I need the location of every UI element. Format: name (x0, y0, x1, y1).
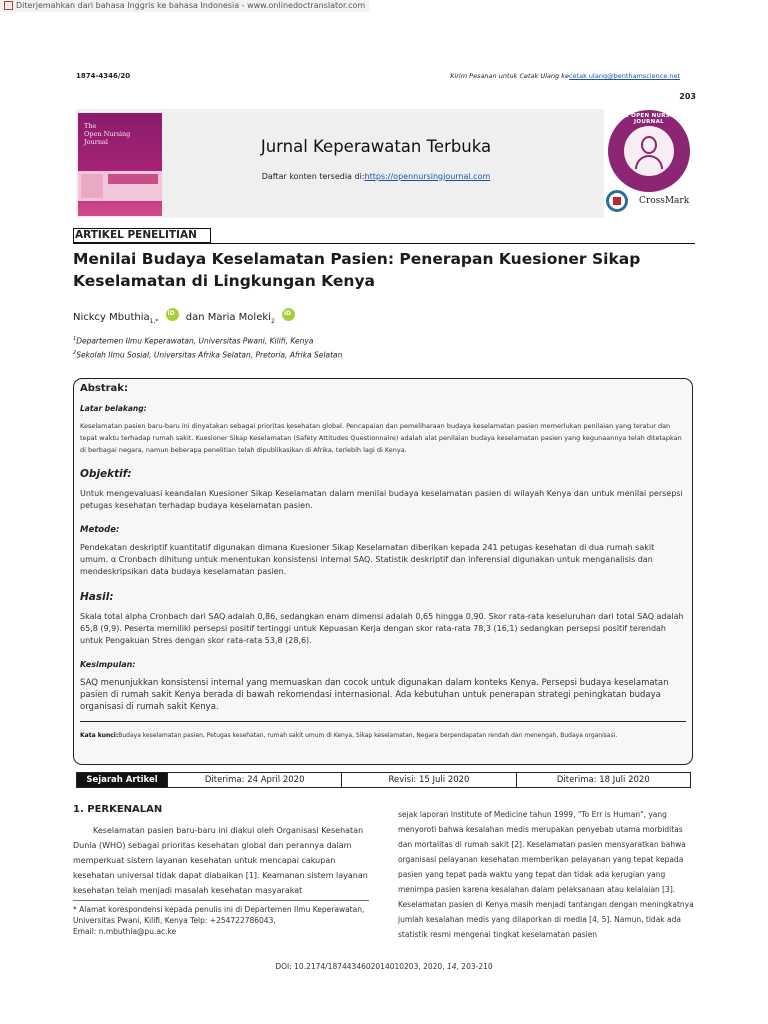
journal-logo (608, 110, 690, 192)
orcid-icon[interactable] (282, 308, 295, 321)
crossmark-badge[interactable] (606, 190, 690, 214)
body-column-left (73, 823, 373, 898)
author-name: Nickcy Mbuthia (73, 312, 150, 323)
abstract-label: Objektif: (80, 468, 132, 480)
abstract-text: Keselamatan pasien baru-baru ini dinyatakan sebagai prioritas kesehatan global. Pencapaian dan pemeliharaan budaya keselamatan pasien memerlukan penilaian yang teratur dan tepat waktu terhadap rumah sakit. Kuesioner Sikap Keselamatan (Safety Attitudes Questionnaire) adalah alat penilaian budaya keselamatan pasien yang kegunaannya telah ditetapkan di berbagai negara, namun beberapa penelitian telah dipublikasikan di Afrika, terlebih lagi di Kenya. (80, 422, 682, 454)
history-received: Diterima: 24 April 2020 (167, 773, 341, 787)
toc-line (166, 172, 586, 181)
cover-photo-strip (78, 171, 162, 201)
authors: Nickcy Mbuthia$_{1,*}$ iD dan Maria Moleki$_2$ iD (73, 308, 299, 325)
article-type-label: ARTIKEL PENELITIAN (73, 228, 211, 243)
translator-banner[interactable] (0, 0, 369, 12)
issn: 1874-4346/20 (76, 72, 131, 80)
toc-text: Daftar konten tersedia di: (261, 172, 365, 181)
journal-cover-image (78, 113, 162, 216)
pdf-icon (4, 1, 13, 10)
history-revised: Revisi: 15 Juli 2020 (341, 773, 515, 787)
divider (80, 721, 686, 722)
journal-title: Jurnal Keperawatan Terbuka (260, 137, 492, 156)
abstract-label: Metode: (80, 525, 120, 535)
abstract-text: Untuk mengevaluasi keandalan Kuesioner Sikap Keselamatan dalam menilai budaya keselamatan pasien di wilayah Kenya dan untuk menilai persepsi petugas kesehatan terhadap budaya keselamatan pasien. (80, 489, 683, 510)
abstract-label: Kesimpulan: (80, 660, 136, 669)
paper-title: Menilai Budaya Keselamatan Pasien: Penerapan Kuesioner Sikap Keselamatan di Lingkungan Kenya (73, 250, 641, 290)
translator-banner-text: Diterjemahkan dari bahasa Inggris ke bahasa Indonesia - www.onlinedoctranslator.com (16, 1, 366, 10)
body-column-right (398, 807, 698, 942)
abstract-heading: Abstrak: (80, 383, 128, 394)
divider (73, 243, 695, 244)
abstract-text: Skala total alpha Cronbach dari SAQ adalah 0,86, sedangkan enam dimensi adalah 0,65 hingga 0,90. Skor rata-rata keseluruhan dari total SAQ adalah 65,8 (9,9). Peserta memiliki persepsi positif tertinggi untuk Kepuasan Kerja dengan skor rata-rata 78,3 (16,1) sedangkan persepsi positif terendah untuk Pengakuan Stres dengan skor rata-rata 53,8 (28,6). (80, 612, 684, 645)
abstract-label: Hasil: (80, 591, 114, 603)
article-history (76, 772, 691, 788)
orcid-icon[interactable] (166, 308, 179, 321)
logo-text: THE OPEN NURSING JOURNAL (615, 113, 683, 125)
abstract-box (73, 378, 693, 765)
abstract-label: Latar belakang: (80, 404, 147, 413)
author-name: dan Maria Moleki (185, 312, 271, 323)
crossmark-icon (606, 190, 628, 212)
history-label: Sejarah Artikel (77, 773, 167, 787)
paragraph: sejak laporan Institute of Medicine tahun 1999, "To Err is Human", yang menyoroti bahwa kesalahan medis merupakan penyebab utama morbiditas dan mortalitas di rumah sakit [2]. Keselamatan pasien mensyaratkan bahwa organisasi pelayanan kesehatan memberikan pelayanan yang tepat kepada pasien yang tepat pada waktu yang tepat dan tidak ada kerugian yang menimpa pasien karena kesalahan dalam pelaksanaan atau kelalaian [3]. Keselamatan pasien di Kenya masih menjadi tantangan dengan meningkatnya jumlah kesalahan medis yang dilaporkan di media [4, 5]. Namun, tidak ada statistik resmi mengenai tingkat keselamatan pasien (398, 810, 694, 939)
section-title: 1. PERKENALAN (73, 804, 163, 815)
cover-title: The Open Nursing Journal (84, 122, 131, 146)
toc-link[interactable]: https://opennursingjournal.com (364, 172, 491, 181)
paragraph: Keselamatan pasien baru-baru ini diakui oleh Organisasi Kesehatan Dunia (WHO) sebagai prioritas kesehatan global dan perannya dalam memperkuat sistem layanan kesehatan untuk mencapai cakupan kesehatan universal tidak dapat diabaikan [1]. Keamanan sistem layanan kesehatan telah menjadi masalah kesehatan masyarakat (73, 826, 368, 895)
doi-footer: DOI: 10.2174/1874434602014010203, 2020, 14, 203-210 (275, 962, 493, 971)
crossmark-label: CrossMark (639, 196, 690, 206)
reprint-email-link[interactable]: cetak ulang@benthamscience.net (568, 72, 680, 80)
footnote: * Alamat korespondensi kepada penulis ini di Departemen Ilmu Keperawatan, Universitas Pwani, Kilifi, Kenya Telp: +254722786043, Email: n.mbuthia@pu.ac.ke (73, 905, 365, 936)
keywords: Kata kunci:Budaya keselamatan pasien, Petugas kesehatan, rumah sakit umum di Kenya, Sikap keselamatan, Negara berpendapatan rendah dan menengah, Budaya organisasi. (80, 732, 618, 739)
nurse-icon (641, 136, 657, 154)
abstract-text: SAQ menunjukkan konsistensi internal yang memuaskan dan cocok untuk digunakan dalam konteks Kenya. Persepsi budaya keselamatan pasien di rumah sakit Kenya berada di bawah rekomendasi internasional. Ada kebutuhan untuk penerapan strategi peningkatan budaya organisasi di rumah sakit Kenya. (80, 678, 669, 712)
affiliation: $^2$Sekolah Ilmu Sosial, Universitas Afrika Selatan, Pretoria, Afrika Selatan (73, 350, 343, 360)
page-number: 203 (679, 92, 696, 101)
reprint-text: Kirim Pesanan untuk Cetak Ulang ke (450, 72, 569, 80)
abstract-text: Pendekatan deskriptif kuantitatif digunakan dimana Kuesioner Sikap Keselamatan diberikan kepada 241 petugas kesehatan di dua rumah sakit umum. α Cronbach dihitung untuk menentukan konsistensi internal SAQ. Statistik deskriptif dan inferensial digunakan untuk menganalisis dan mendeskripsikan data budaya keselamatan pasien. (80, 543, 655, 576)
history-accepted: Diterima: 18 Juli 2020 (516, 773, 690, 787)
footnote-divider (73, 900, 369, 901)
affiliation: $^1$Departemen Ilmu Keperawatan, Universitas Pwani, Kilifi, Kenya (73, 336, 314, 346)
reprint-info (450, 72, 680, 80)
